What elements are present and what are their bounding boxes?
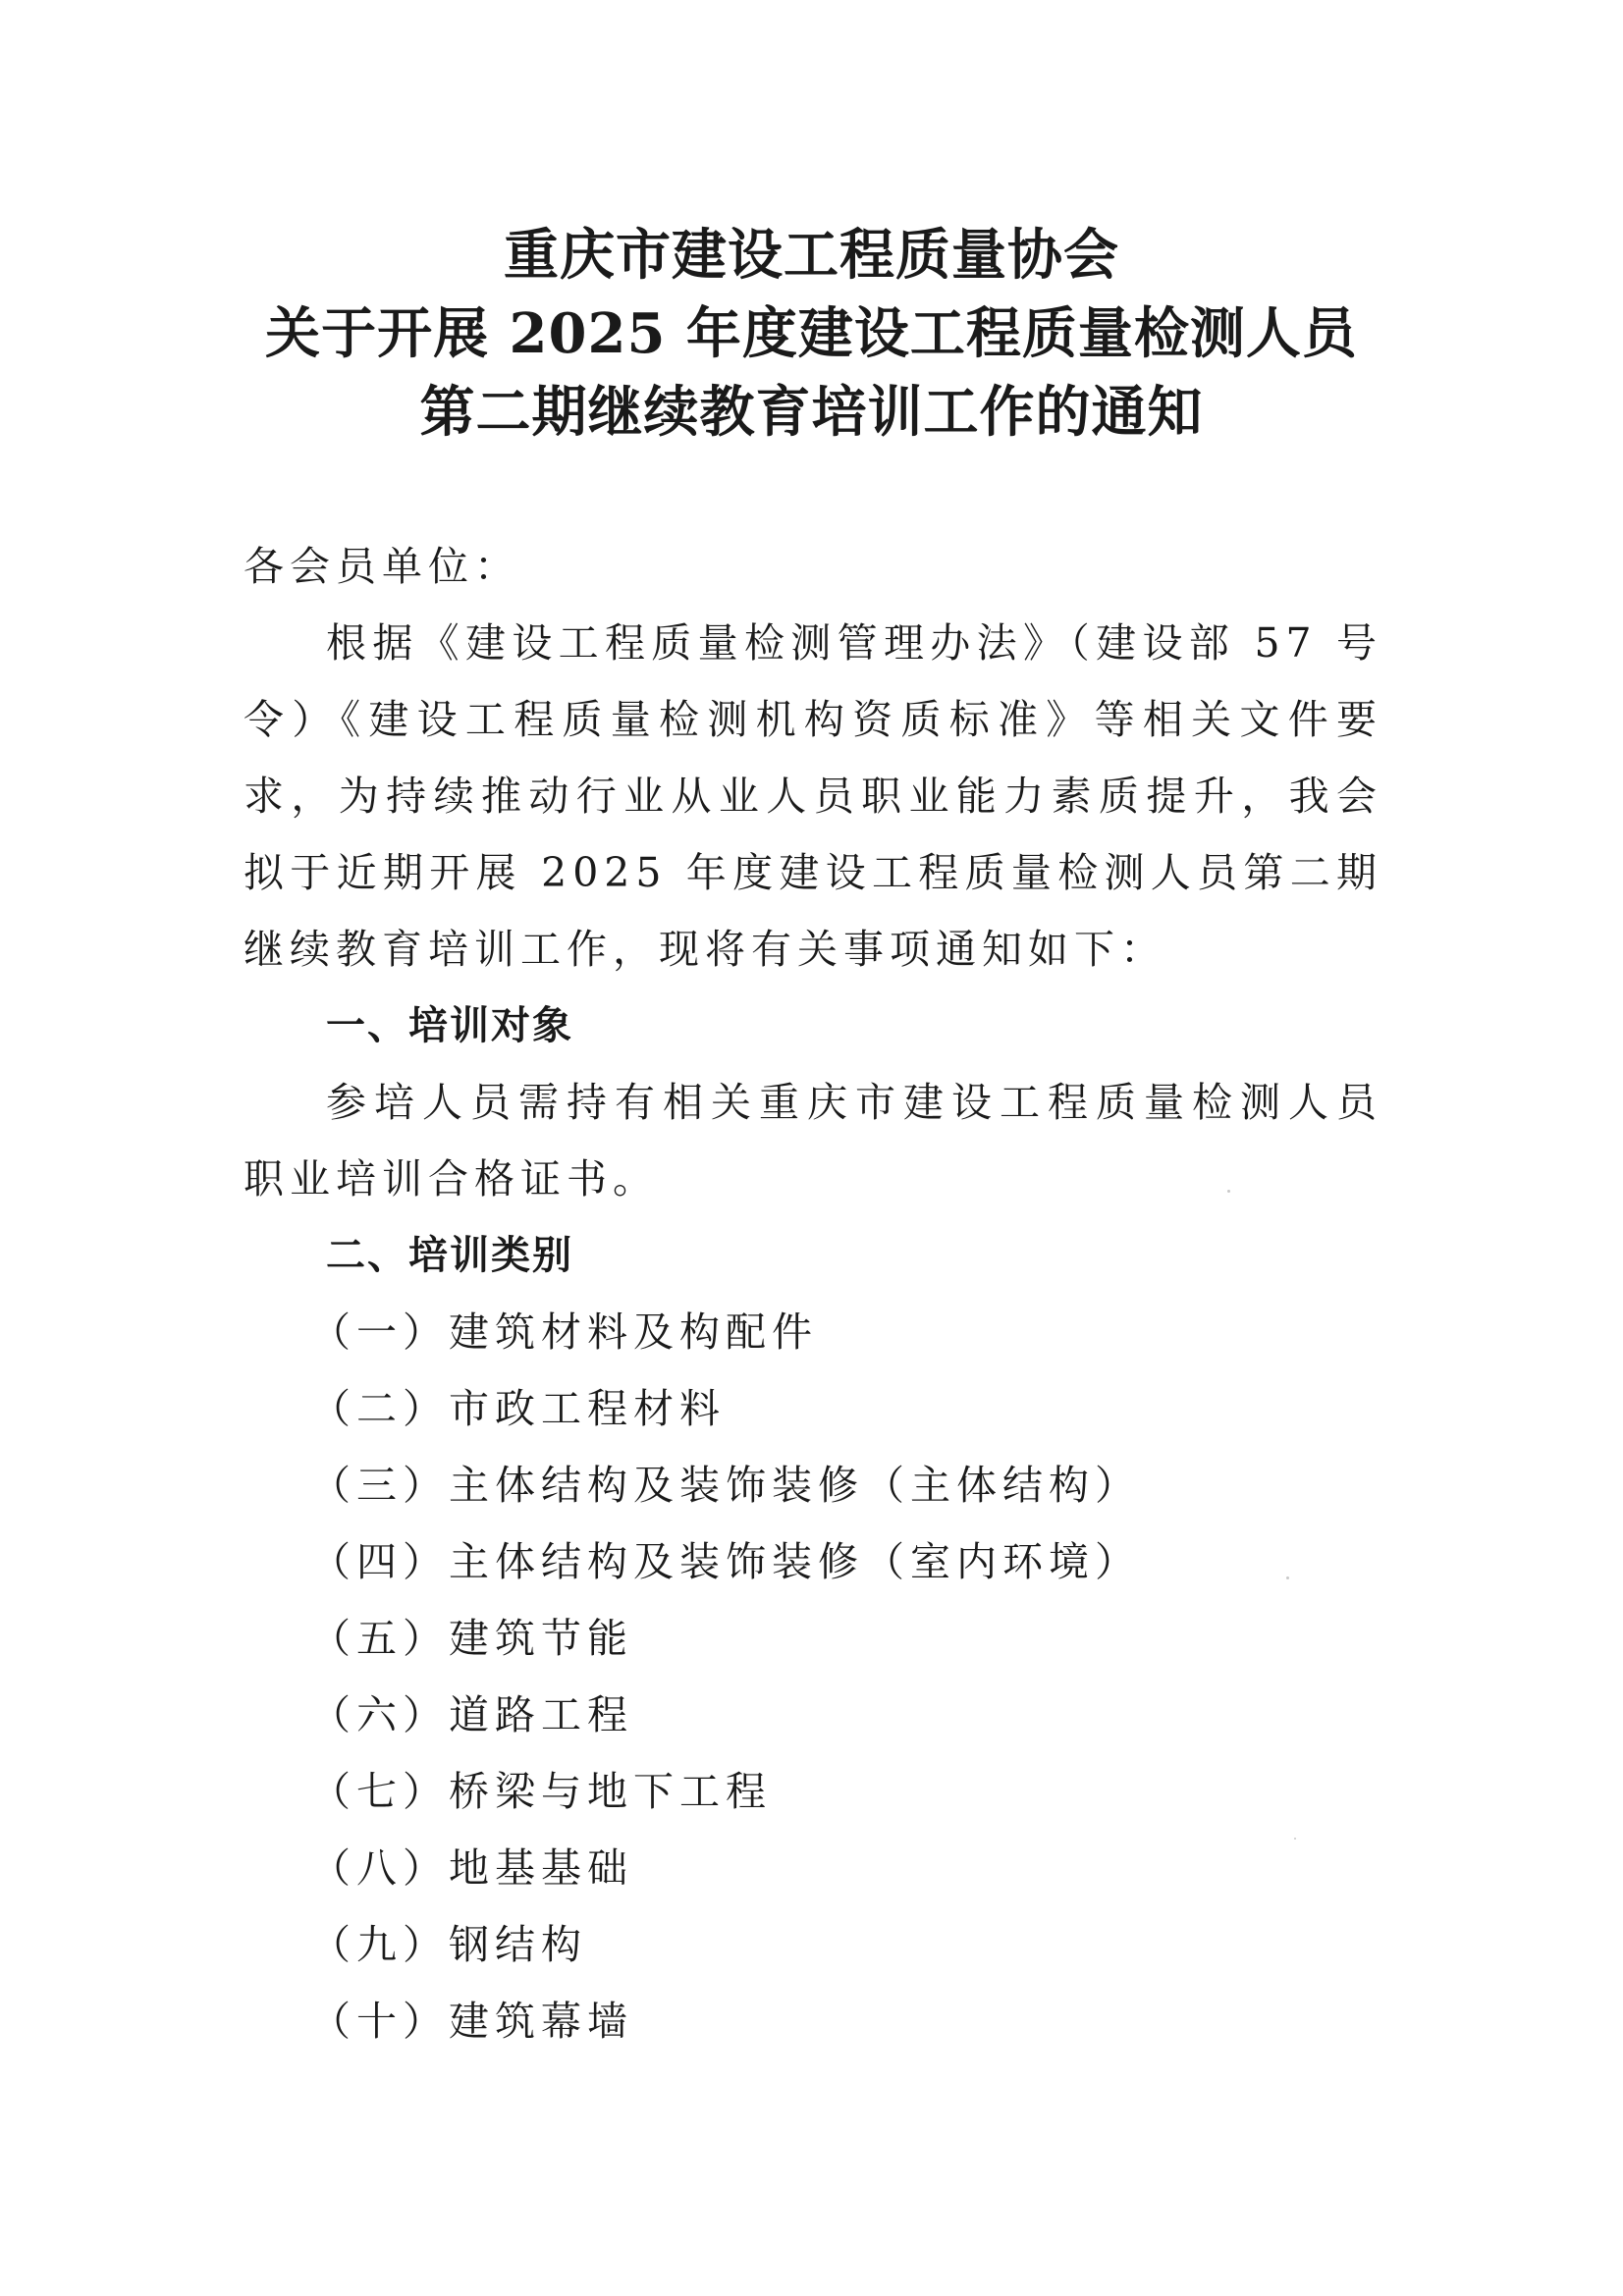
section-heading-training-target: 一、培训对象 xyxy=(326,1003,573,1048)
list-item: （十）建筑幕墙 xyxy=(310,1998,633,2045)
document-title xyxy=(147,216,1476,452)
list-item: （七）桥梁与地下工程 xyxy=(310,1768,772,1815)
scan-speck xyxy=(1227,1190,1230,1193)
training-target-paragraph: 参培人员需持有相关重庆市建设工程质量检测人员职业培训合格证书。 xyxy=(243,1079,1382,1202)
intro-paragraph: 根据《建设工程质量检测管理办法》（建设部 57 号令）《建设工程质量检测机构资质标准》等相关文件要求，为持续推动行业从业人员职业能力素质提升，我会拟于近期开展 2025 年度建设工程质量检测人员第二期继续教育培训工作，现将有关事项通知如下： xyxy=(243,619,1382,973)
title-line-2: 关于开展 2025 年度建设工程质量检测人员 xyxy=(265,301,1358,366)
list-item: （四）主体结构及装饰装修（室内环境） xyxy=(310,1538,1141,1585)
list-item: （二）市政工程材料 xyxy=(310,1385,726,1432)
section-heading-training-categories: 二、培训类别 xyxy=(326,1233,573,1278)
list-item: （八）地基基础 xyxy=(310,1844,633,1892)
list-item: （五）建筑节能 xyxy=(310,1615,633,1662)
title-line-1: 重庆市建设工程质量协会 xyxy=(504,223,1119,288)
salutation: 各会员单位： xyxy=(243,543,520,590)
list-item: （一）建筑材料及构配件 xyxy=(310,1308,818,1356)
list-item: （九）钢结构 xyxy=(310,1921,587,1968)
training-category-list xyxy=(310,1294,1141,2059)
list-item: （三）主体结构及装饰装修（主体结构） xyxy=(310,1462,1141,1509)
scan-speck xyxy=(1286,1576,1289,1579)
list-item: （六）道路工程 xyxy=(310,1691,633,1738)
title-line-3: 第二期继续教育培训工作的通知 xyxy=(419,380,1204,445)
scan-speck xyxy=(1294,1838,1296,1840)
